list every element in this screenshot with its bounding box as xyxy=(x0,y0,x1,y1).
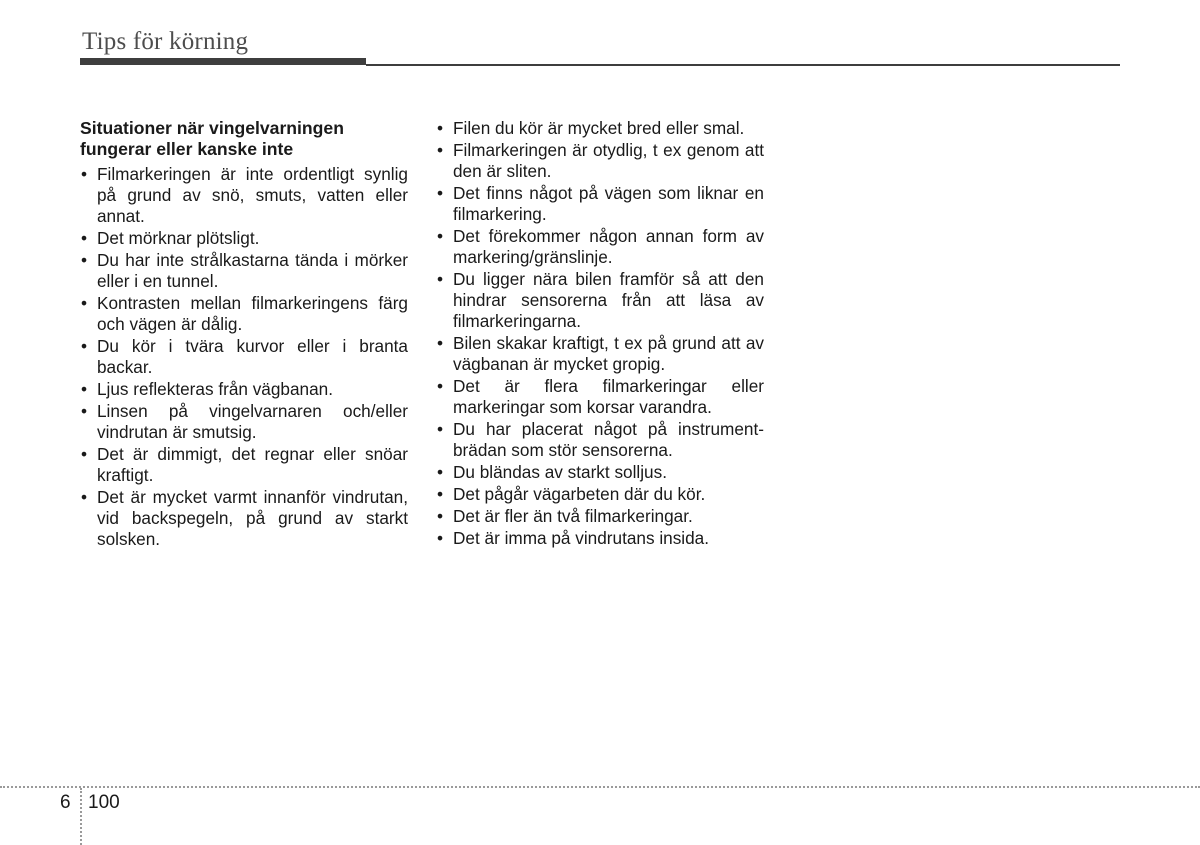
list-item: • Du bländas av starkt solljus. xyxy=(436,462,764,483)
list-item: • Filmarkeringen är inte ordentligt synlig på grund av snö, smuts, vatten eller annat. xyxy=(80,164,408,227)
list-item: • Filen du kör är mycket bred eller smal. xyxy=(436,118,764,139)
header-rule xyxy=(366,64,1120,66)
section-heading: Situationer när vingelvarningen fungerar eller kanske inte xyxy=(80,118,344,159)
list-item: • Du kör i tvära kurvor eller i branta backar. xyxy=(80,336,408,378)
list-item: • Kontrasten mellan filmarkeringens färg och vägen är dålig. xyxy=(80,293,408,335)
list-item: • Det är dimmigt, det regnar eller snöar kraftigt. xyxy=(80,444,408,486)
list-item: • Linsen på vingelvarnaren och/eller vindrutan är smutsig. xyxy=(80,401,408,443)
list-item: • Det är imma på vindrutans insida. xyxy=(436,528,764,549)
list-item: • Det mörknar plötsligt. xyxy=(80,228,408,249)
chapter-number: 6 xyxy=(60,792,71,813)
right-column xyxy=(436,118,764,550)
list-item: • Du har placerat något på instrument-brädan som stör sensorerna. xyxy=(436,419,764,461)
list-item: • Ljus reflekteras från vägbanan. xyxy=(80,379,408,400)
footer-dotted-rule xyxy=(0,786,1200,788)
list-item: • Du har inte strålkastarna tända i mörker eller i en tunnel. xyxy=(80,250,408,292)
left-column xyxy=(80,118,408,551)
list-item: • Det pågår vägarbeten där du kör. xyxy=(436,484,764,505)
right-bullet-list xyxy=(436,118,764,549)
list-item: • Det finns något på vägen som liknar en filmarkering. xyxy=(436,183,764,225)
list-item: • Det förekommer någon annan form av markering/gränslinje. xyxy=(436,226,764,268)
list-item: • Filmarkeringen är otydlig, t ex genom att den är sliten. xyxy=(436,140,764,182)
list-item: • Det är flera filmarkeringar eller markeringar som korsar varandra. xyxy=(436,376,764,418)
left-bullet-list xyxy=(80,164,408,550)
header-title: Tips för körning xyxy=(82,28,249,55)
list-item: • Det är mycket varmt innanför vindrutan, vid backspegeln, på grund av starkt solsken. xyxy=(80,487,408,550)
list-item: • Det är fler än två filmarkeringar. xyxy=(436,506,764,527)
page-number: 100 xyxy=(88,792,120,813)
footer-dotted-divider xyxy=(80,788,82,845)
header-accent-bar xyxy=(80,58,366,65)
list-item: • Du ligger nära bilen framför så att den hindrar sensorerna från att läsa av filmarkeringarna. xyxy=(436,269,764,332)
list-item: • Bilen skakar kraftigt, t ex på grund att av vägbanan är mycket gropig. xyxy=(436,333,764,375)
